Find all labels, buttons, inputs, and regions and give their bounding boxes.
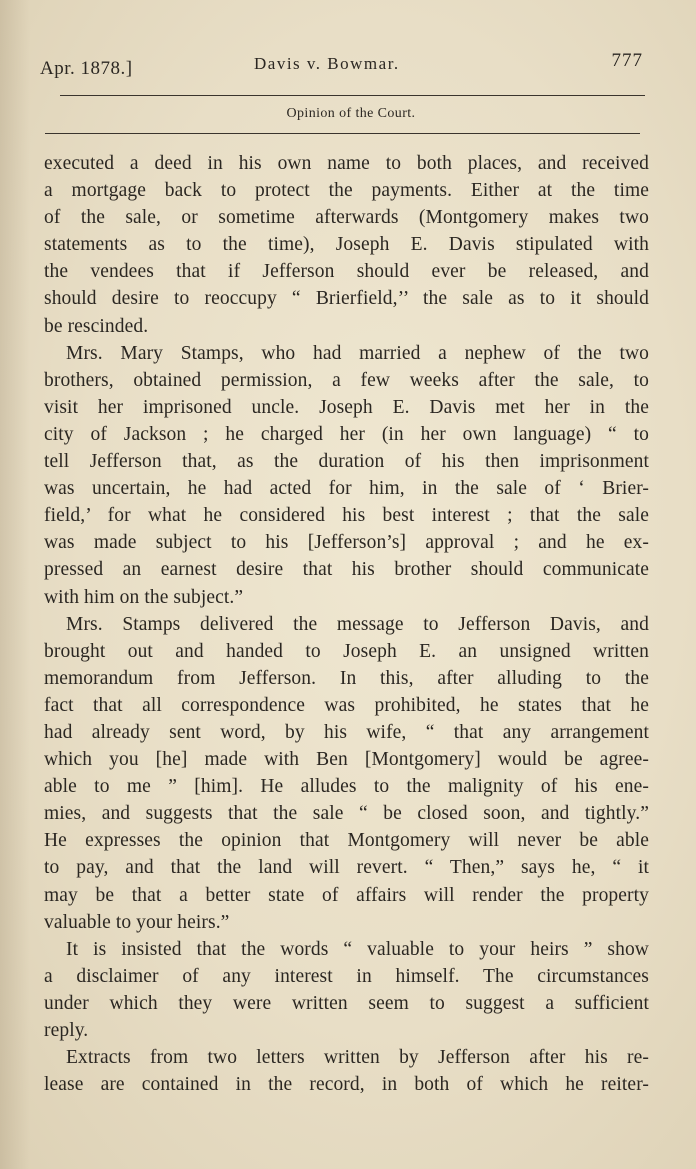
text-line: executed a deed in his own name to both places, and received xyxy=(44,153,649,174)
header-case-title: Davis v. Bowmar. xyxy=(254,54,400,73)
page-number: 777 xyxy=(611,50,643,71)
text-line: Extracts from two letters written by Jefferson after his re- xyxy=(66,1047,649,1069)
text-line: was uncertain, he had acted for him, in the sale of ‘ Brier- xyxy=(44,478,649,500)
text-line: brothers, obtained permission, a few weeks after the sale, to xyxy=(44,369,649,391)
opinion-body-text xyxy=(44,150,649,1098)
text-line: had already sent word, by his wife, “ that any arrangement xyxy=(44,721,649,743)
text-line: mies, and suggests that the sale “ be closed soon, and tightly.” xyxy=(44,803,649,825)
text-line: Mrs. Mary Stamps, who had married a nephew of the two xyxy=(66,342,649,364)
text-line: be rescinded. xyxy=(44,315,149,337)
running-head xyxy=(40,50,645,79)
text-line: of the sale, or sometime afterwards (Montgomery makes two xyxy=(44,207,649,229)
text-line: city of Jackson ; he charged her (in her own language) “ to xyxy=(44,423,649,445)
text-line: He expresses the opinion that Montgomery will never be able xyxy=(44,830,649,852)
text-line: may be that a better state of affairs will render the property xyxy=(44,884,649,906)
text-line: with him on the subject.” xyxy=(44,586,244,608)
header-rule-lower xyxy=(45,133,640,134)
text-line: statements as to the time), Joseph E. Davis stipulated with xyxy=(44,234,649,256)
text-line: valuable to your heirs.” xyxy=(44,911,230,933)
text-line: a mortgage back to protect the payments. Either at the time xyxy=(44,180,649,202)
text-line: Mrs. Stamps delivered the message to Jefferson Davis, and xyxy=(66,613,649,635)
header-date: Apr. 1878.] xyxy=(40,58,133,79)
text-line: to pay, and that the land will revert. “ Then,” says he, “ it xyxy=(44,857,649,879)
header-rule-upper xyxy=(60,95,645,96)
text-line: should desire to reoccupy “ Brierfield,’’ the sale as to it should xyxy=(44,288,649,310)
text-line: which you [he] made with Ben [Montgomery] would be agree- xyxy=(44,749,649,771)
gutter-shadow xyxy=(0,0,30,1169)
text-line: lease are contained in the record, in both of which he reiter- xyxy=(44,1074,649,1096)
text-line: field,’ for what he considered his best interest ; that the sale xyxy=(44,505,649,527)
text-line: memorandum from Jefferson. In this, after alluding to the xyxy=(44,667,649,689)
text-line: was made subject to his [Jefferson’s] approval ; and he ex- xyxy=(44,532,649,554)
text-line: visit her imprisoned uncle. Joseph E. Davis met her in the xyxy=(44,396,649,418)
text-line: tell Jefferson that, as the duration of his then imprisonment xyxy=(44,451,649,473)
text-line: under which they were written seem to suggest a sufficient xyxy=(44,992,649,1014)
text-line: pressed an earnest desire that his brother should communicate xyxy=(44,559,649,581)
text-line: able to me ” [him]. He alludes to the malignity of his ene- xyxy=(44,776,649,798)
text-line: reply. xyxy=(44,1020,89,1041)
text-line: brought out and handed to Joseph E. an unsigned written xyxy=(44,640,649,662)
section-heading: Opinion of the Court. xyxy=(286,106,416,121)
text-line: It is insisted that the words “ valuable to your heirs ” show xyxy=(66,938,649,960)
text-line: the vendees that if Jefferson should ever be released, and xyxy=(44,261,649,283)
text-line: a disclaimer of any interest in himself. The circumstances xyxy=(44,965,649,987)
text-line: fact that all correspondence was prohibited, he states that he xyxy=(44,694,649,716)
